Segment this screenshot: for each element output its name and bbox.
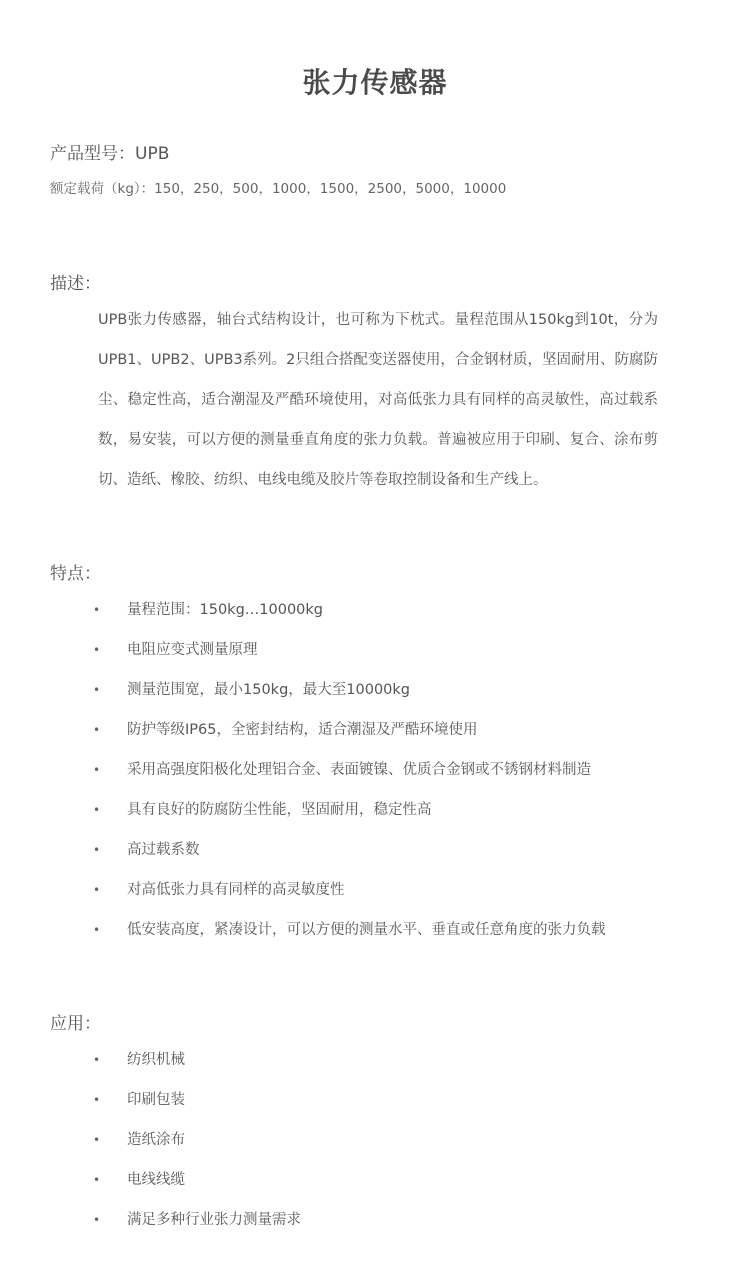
bullet-icon: • — [93, 1093, 101, 1107]
list-item — [0, 830, 750, 870]
bullet-icon: • — [93, 643, 101, 657]
applications-list — [0, 1040, 750, 1240]
feature-text: 对高低张力具有同样的高灵敏度性 — [127, 882, 345, 898]
product-model: 产品型号：UPB — [50, 144, 170, 164]
page-title: 张力传感器 — [302, 65, 448, 99]
application-text: 纺织机械 — [127, 1052, 185, 1068]
application-text: 满足多种行业张力测量需求 — [127, 1212, 301, 1228]
rated-load: 额定载荷（kg）：150，250，500，1000，1500，2500，5000，10000 — [50, 181, 507, 197]
list-item — [0, 1080, 750, 1120]
list-item — [0, 590, 750, 630]
feature-text: 高过载系数 — [127, 842, 200, 858]
features-heading: 特点： — [50, 564, 101, 584]
applications-heading: 应用： — [50, 1014, 101, 1034]
list-item — [0, 750, 750, 790]
list-item — [0, 1120, 750, 1160]
bullet-icon: • — [93, 723, 101, 737]
feature-text: 量程范围：150kg…10000kg — [127, 602, 324, 618]
list-item — [0, 1160, 750, 1200]
bullet-icon: • — [93, 763, 101, 777]
description-body: UPB张力传感器，轴台式结构设计，也可称为下枕式。量程范围从150kg到10t，分为UPB1、UPB2、UPB3系列。2只组合搭配变送器使用，合金钢材质，坚固耐用、防腐防尘、稳定性高，适合潮湿及严酷环境使用，对高低张力具有同样的高灵敏性，高过载系数，易安装，可以方便的测量垂直角度的张力负载。普遍被应用于印刷、复合、涂布剪切、造纸、橡胶、纺织、电线电缆及胶片等卷取控制设备和生产线上。 — [98, 312, 658, 488]
feature-text: 采用高强度阳极化处理铝合金、表面镀镍、优质合金钢或不锈钢材料制造 — [127, 762, 591, 778]
bullet-icon: • — [93, 1173, 101, 1187]
feature-text: 防护等级IP65，全密封结构，适合潮湿及严酷环境使用 — [127, 722, 478, 738]
feature-text: 测量范围宽，最小150kg，最大至10000kg — [127, 682, 411, 698]
bullet-icon: • — [93, 923, 101, 937]
application-text: 电线线缆 — [127, 1172, 185, 1188]
description-heading: 描述： — [50, 274, 101, 294]
bullet-icon: • — [93, 843, 101, 857]
feature-text: 电阻应变式测量原理 — [127, 642, 258, 658]
bullet-icon: • — [93, 1053, 101, 1067]
application-text: 印刷包装 — [127, 1092, 185, 1108]
list-item — [0, 790, 750, 830]
list-item — [0, 910, 750, 950]
list-item — [0, 710, 750, 750]
features-list — [0, 590, 750, 950]
feature-text: 低安装高度，紧凑设计，可以方便的测量水平、垂直或任意角度的张力负载 — [127, 922, 606, 938]
feature-text: 具有良好的防腐防尘性能，坚固耐用，稳定性高 — [127, 802, 432, 818]
list-item — [0, 1200, 750, 1240]
bullet-icon: • — [93, 883, 101, 897]
bullet-icon: • — [93, 1133, 101, 1147]
list-item — [0, 630, 750, 670]
bullet-icon: • — [93, 1213, 101, 1227]
list-item — [0, 1040, 750, 1080]
list-item — [0, 670, 750, 710]
bullet-icon: • — [93, 803, 101, 817]
bullet-icon: • — [93, 683, 101, 697]
bullet-icon: • — [93, 603, 101, 617]
application-text: 造纸涂布 — [127, 1132, 185, 1148]
list-item — [0, 870, 750, 910]
